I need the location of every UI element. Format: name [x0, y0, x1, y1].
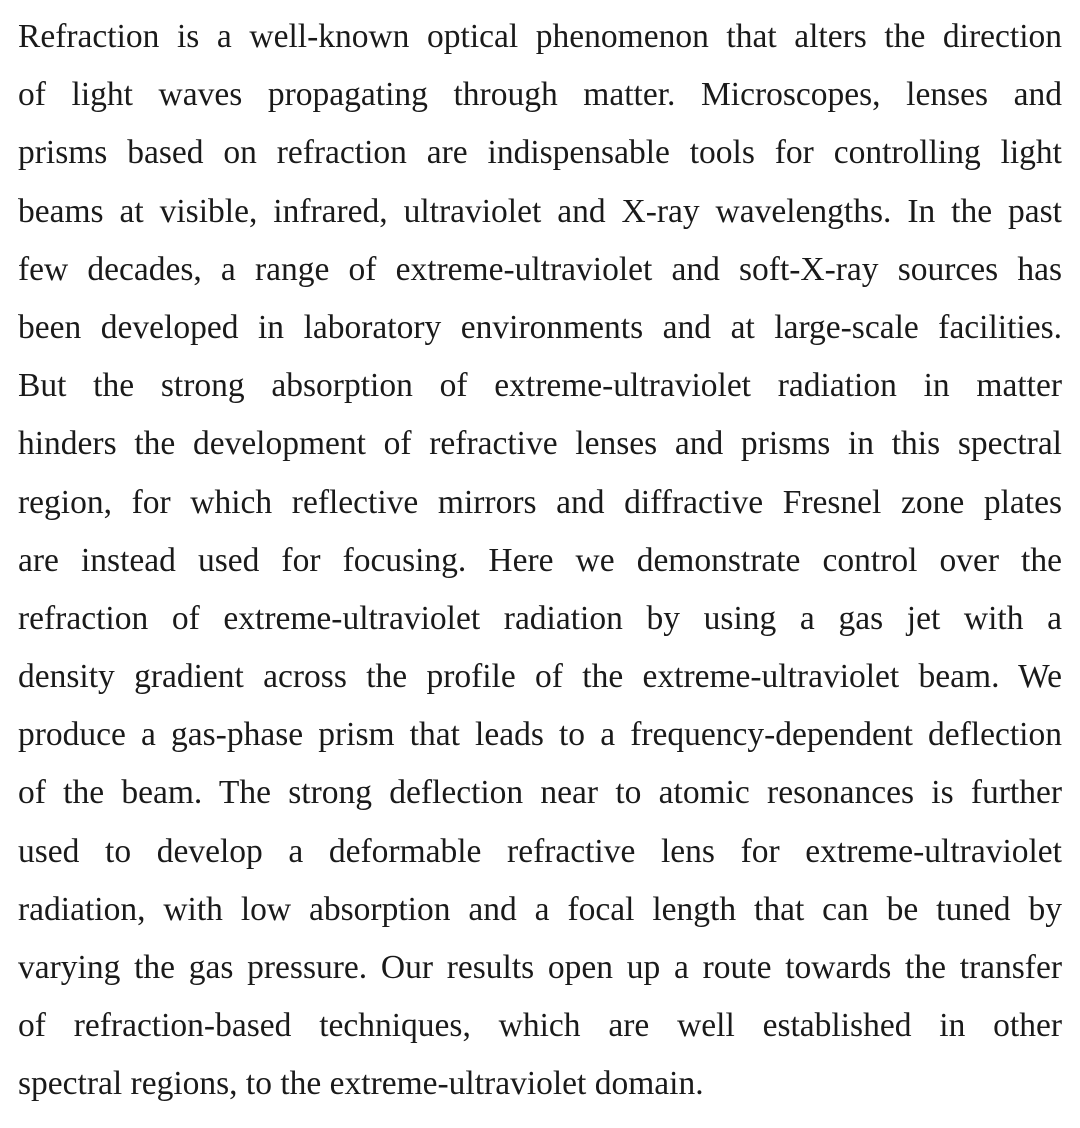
text-line: hinders the development of refractive lenses and prisms in this spectral — [18, 425, 1062, 463]
text-line: Refraction is a well-known optical phenomenon that alters the direction — [18, 18, 1062, 55]
text-line: spectral regions, to the extreme-ultraviolet domain. — [18, 1065, 704, 1103]
text-line: of light waves propagating through matter. Microscopes, lenses and — [18, 76, 1062, 114]
text-line: radiation, with low absorption and a focal length that can be tuned by — [18, 890, 1062, 928]
text-line: used to develop a deformable refractive lens for extreme-ultraviolet — [18, 832, 1062, 870]
text-line: of refraction-based techniques, which are well established in other — [18, 1007, 1062, 1045]
text-line: of the beam. The strong deflection near to atomic resonances is further — [18, 774, 1062, 812]
text-line: few decades, a range of extreme-ultraviolet and soft-X-ray sources has — [18, 250, 1062, 288]
text-line: beams at visible, infrared, ultraviolet and X-ray wavelengths. In the past — [18, 192, 1062, 230]
text-line: region, for which reflective mirrors and diffractive Fresnel zone plates — [18, 483, 1062, 521]
text-line: refraction of extreme-ultraviolet radiation by using a gas jet with a — [18, 599, 1062, 637]
text-line: been developed in laboratory environments and at large-scale facilities. — [18, 308, 1062, 346]
text-line: varying the gas pressure. Our results open up a route towards the transfer — [18, 949, 1062, 986]
text-line: produce a gas-phase prism that leads to a frequency-dependent deflection — [18, 716, 1062, 754]
text-line: are instead used for focusing. Here we demonstrate control over the — [18, 541, 1062, 579]
abstract-paragraph — [18, 8, 1062, 1114]
text-line: density gradient across the profile of the extreme-ultraviolet beam. We — [18, 658, 1062, 696]
text-line: But the strong absorption of extreme-ultraviolet radiation in matter — [18, 367, 1062, 405]
text-line: prisms based on refraction are indispensable tools for controlling light — [18, 134, 1062, 172]
